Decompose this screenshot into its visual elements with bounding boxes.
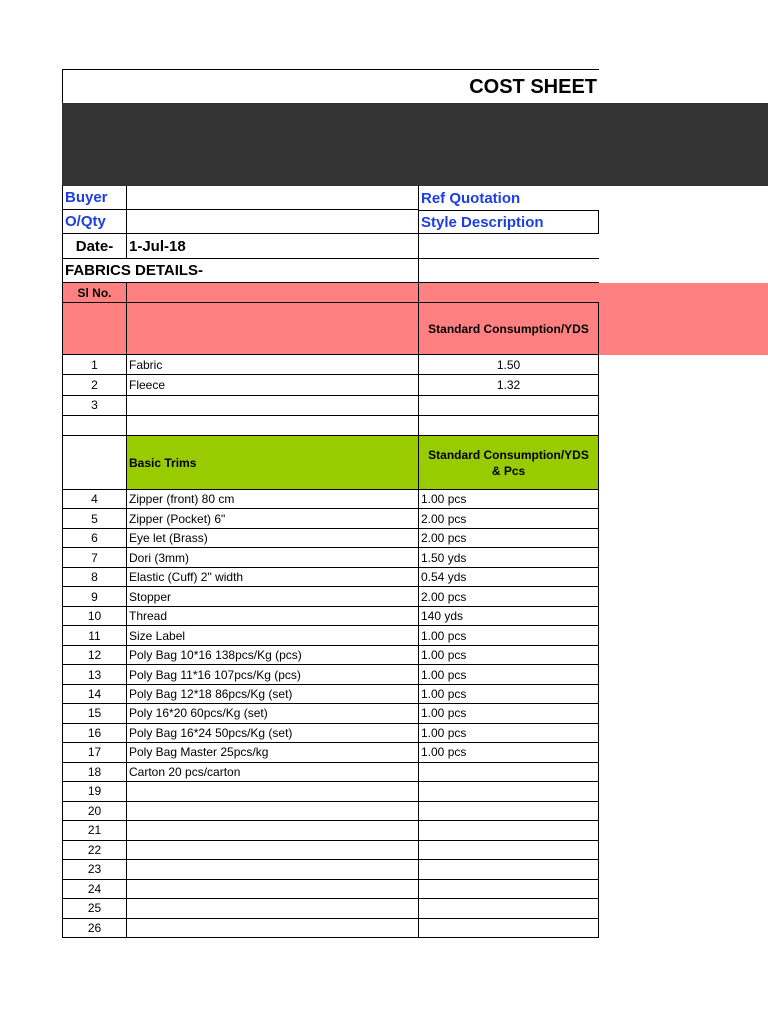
row-number: 8 [62, 568, 126, 587]
row-value[interactable]: 1.00 pcs [418, 704, 599, 723]
row-item[interactable] [126, 899, 418, 918]
row-item[interactable] [126, 919, 418, 938]
row-item[interactable]: Poly Bag 11*16 107pcs/Kg (pcs) [126, 665, 418, 684]
row-number: 14 [62, 685, 126, 704]
row-value[interactable]: 1.00 pcs [418, 490, 599, 509]
basic-trims-header: Basic Trims [126, 436, 418, 490]
row-value[interactable] [418, 880, 599, 899]
row-number: 26 [62, 919, 126, 938]
row-item[interactable]: Thread [126, 607, 418, 626]
row-value[interactable]: 140 yds [418, 607, 599, 626]
trims-consumption-header: Standard Consumption/YDS & Pcs [418, 436, 599, 490]
row-number: 7 [62, 548, 126, 567]
row-value[interactable] [418, 782, 599, 801]
date-right-cell [418, 234, 599, 259]
row-value[interactable]: 1.00 pcs [418, 743, 599, 762]
buyer-value[interactable] [126, 186, 418, 210]
row-value[interactable]: 1.00 pcs [418, 665, 599, 684]
row-number: 21 [62, 821, 126, 840]
row-number: 4 [62, 490, 126, 509]
row-item[interactable]: Elastic (Cuff) 2" width [126, 568, 418, 587]
row-number: 15 [62, 704, 126, 723]
row-value[interactable] [418, 899, 599, 918]
row-number: 10 [62, 607, 126, 626]
row-value[interactable]: 1.50 [418, 355, 599, 375]
date-label: Date- [62, 234, 126, 259]
row-item[interactable]: Poly Bag 10*16 138pcs/Kg (pcs) [126, 646, 418, 665]
row-value[interactable]: 1.00 pcs [418, 626, 599, 645]
row-item[interactable] [126, 860, 418, 879]
row-number: 6 [62, 529, 126, 548]
row-value[interactable] [418, 396, 599, 416]
row-item[interactable] [126, 782, 418, 801]
style-description-label: Style Description [418, 210, 599, 234]
row-number: 20 [62, 802, 126, 821]
row-item[interactable]: Poly Bag Master 25pcs/kg [126, 743, 418, 762]
row-item[interactable]: Eye let (Brass) [126, 529, 418, 548]
buyer-label: Buyer [62, 186, 126, 210]
fabrics-consumption-header: Standard Consumption/YDS [418, 303, 599, 355]
row-value[interactable] [418, 821, 599, 840]
row-value[interactable]: 1.00 pcs [418, 685, 599, 704]
row-number: 9 [62, 587, 126, 606]
row-item[interactable] [126, 802, 418, 821]
row-number: 16 [62, 724, 126, 743]
row-item[interactable]: Poly 16*20 60pcs/Kg (set) [126, 704, 418, 723]
row-number: 11 [62, 626, 126, 645]
date-value[interactable]: 1-Jul-18 [126, 234, 418, 259]
row-item[interactable]: Stopper [126, 587, 418, 606]
row-value[interactable] [418, 841, 599, 860]
row-value[interactable] [418, 763, 599, 782]
row-value[interactable] [418, 860, 599, 879]
row-item[interactable]: Poly Bag 12*18 86pcs/Kg (set) [126, 685, 418, 704]
row-number: 18 [62, 763, 126, 782]
row-item[interactable] [126, 396, 418, 416]
row-number: 12 [62, 646, 126, 665]
row-number: 19 [62, 782, 126, 801]
row-item[interactable]: Size Label [126, 626, 418, 645]
row-item[interactable] [126, 880, 418, 899]
spacer-mid [126, 416, 418, 436]
row-item[interactable]: Zipper (Pocket) 6" [126, 509, 418, 528]
row-number: 23 [62, 860, 126, 879]
row-item[interactable]: Poly Bag 16*24 50pcs/Kg (set) [126, 724, 418, 743]
row-number: 1 [62, 355, 126, 375]
header-band [62, 103, 768, 186]
page-title: COST SHEET [62, 69, 599, 103]
row-item[interactable]: Fabric [126, 355, 418, 375]
row-value[interactable]: 1.00 pcs [418, 646, 599, 665]
spacer-right [418, 416, 599, 436]
row-number: 3 [62, 396, 126, 416]
fabrics-details-label: FABRICS DETAILS- [62, 259, 418, 283]
row-item[interactable] [126, 821, 418, 840]
row-value[interactable]: 2.00 pcs [418, 529, 599, 548]
row-number: 5 [62, 509, 126, 528]
row-value[interactable] [418, 919, 599, 938]
row-value[interactable]: 1.50 yds [418, 548, 599, 567]
row-value[interactable]: 1.32 [418, 375, 599, 395]
fabrics-details-right-cell [418, 259, 599, 283]
spacer-left [62, 416, 126, 436]
row-value[interactable]: 0.54 yds [418, 568, 599, 587]
row-item[interactable]: Dori (3mm) [126, 548, 418, 567]
row-value[interactable]: 1.00 pcs [418, 724, 599, 743]
row-item[interactable] [126, 841, 418, 860]
fabrics-header-sl-cell [62, 303, 126, 355]
row-item[interactable]: Carton 20 pcs/carton [126, 763, 418, 782]
sl-no-header: Sl No. [62, 283, 126, 303]
row-value[interactable]: 2.00 pcs [418, 509, 599, 528]
oqty-label: O/Qty [62, 210, 126, 234]
trims-header-sl-cell [62, 436, 126, 490]
fabrics-header-item-cell [126, 303, 418, 355]
fabrics-header-blank-right [418, 283, 599, 303]
row-number: 22 [62, 841, 126, 860]
row-item[interactable]: Zipper (front) 80 cm [126, 490, 418, 509]
row-number: 25 [62, 899, 126, 918]
row-item[interactable]: Fleece [126, 375, 418, 395]
row-number: 17 [62, 743, 126, 762]
row-number: 13 [62, 665, 126, 684]
ref-quotation-label: Ref Quotation [418, 186, 599, 210]
row-value[interactable]: 2.00 pcs [418, 587, 599, 606]
fabrics-header-blank [126, 283, 418, 303]
row-number: 24 [62, 880, 126, 899]
oqty-value[interactable] [126, 210, 418, 234]
row-value[interactable] [418, 802, 599, 821]
row-number: 2 [62, 375, 126, 395]
